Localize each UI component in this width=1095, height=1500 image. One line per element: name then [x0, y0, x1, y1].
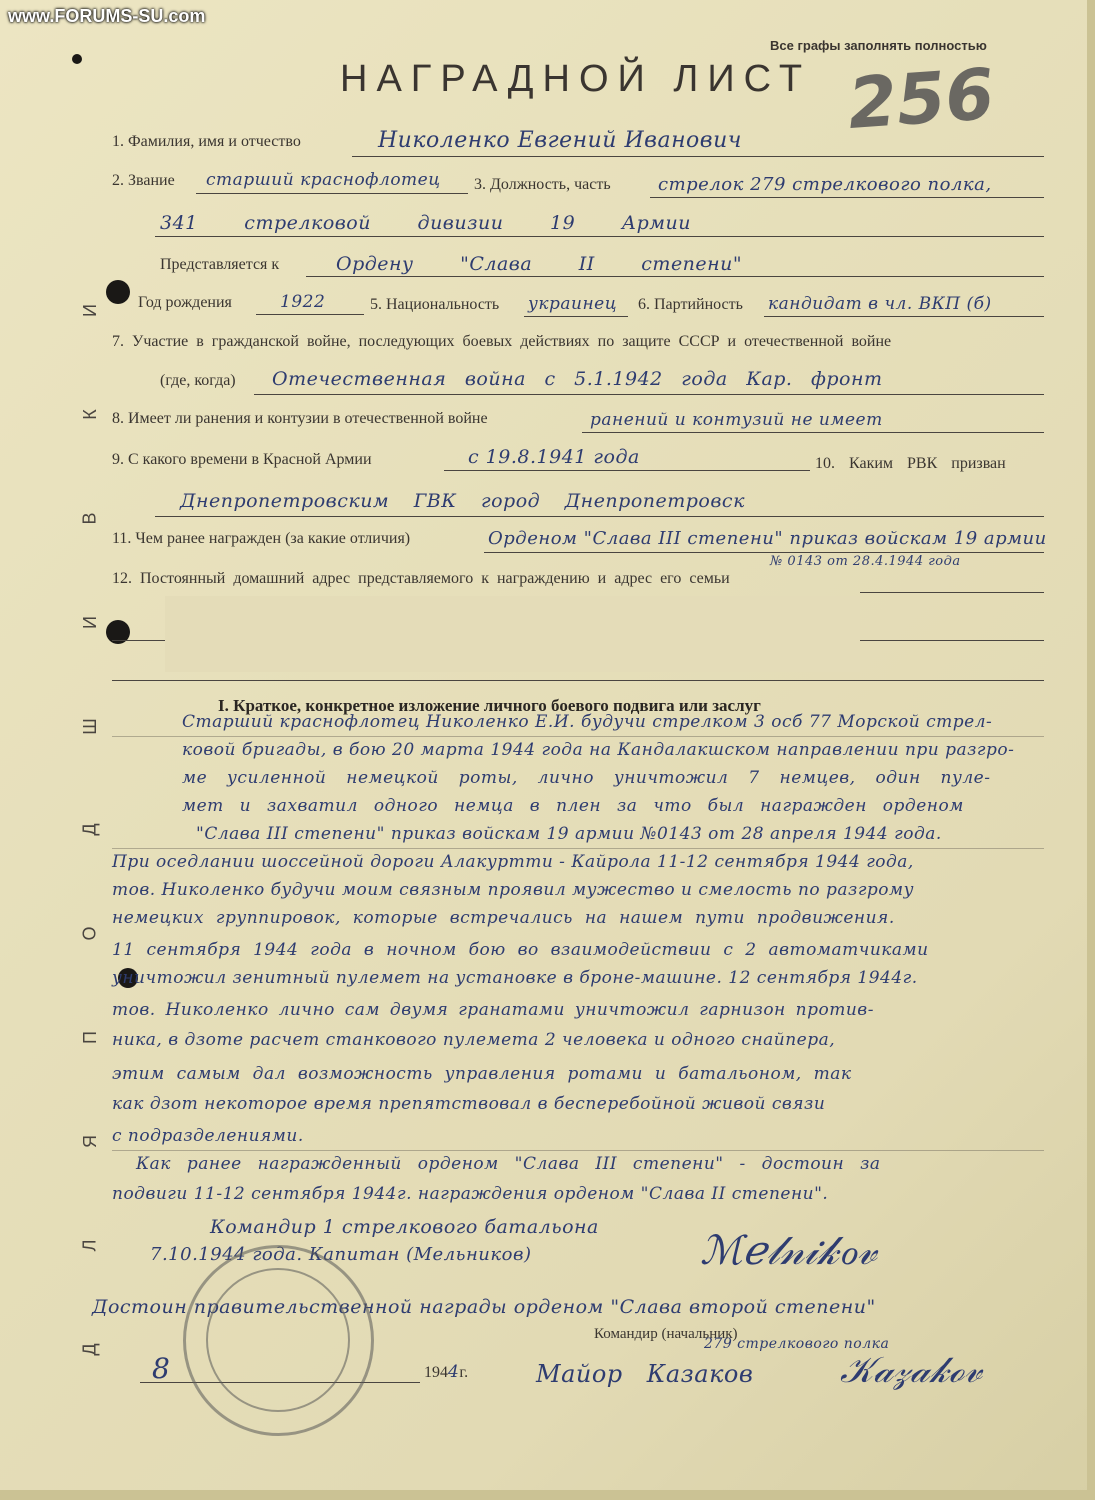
binding-hole	[72, 54, 82, 64]
regiment-commander-signature: 𝒦𝒶𝓏𝒶𝓀ℴ𝓋	[840, 1350, 983, 1391]
narrative-line: подвиги 11-12 сентября 1944г. награждения орденом "Слава II степени".	[112, 1184, 829, 1204]
field-8-line	[582, 432, 1044, 433]
field-11-value: Орденом "Слава III степени" приказ войскам 19 армии	[488, 528, 1047, 549]
birth-year-label: Год рождения	[138, 294, 232, 311]
field-7-line	[254, 394, 1044, 395]
birth-year-line	[256, 314, 364, 315]
narrative-line: уничтожил зенитный пулемет на установке в броне-машине. 12 сентября 1944г.	[112, 968, 918, 988]
field-9-line	[444, 470, 810, 471]
field-3-label: 3. Должность, часть	[474, 176, 611, 193]
major-name: Майор Казаков	[536, 1360, 754, 1388]
field-3-line	[650, 197, 1044, 198]
field-7-sub-label: (где, когда)	[160, 372, 236, 389]
conclusion-text: Достоин правительственной награды орденом "Слава второй степени"	[92, 1296, 876, 1318]
battalion-commander-signature: ℳℯ𝓁𝓃𝒾𝓀ℴ𝓋	[700, 1228, 877, 1274]
year-suffix: г.	[459, 1364, 469, 1381]
narrative-line: тов. Николенко будучи моим связным проявил мужество и смелость по разгрому	[112, 880, 914, 900]
party-line	[764, 316, 1044, 317]
vertical-letter: Д	[79, 823, 100, 837]
ruled-line	[112, 848, 1044, 849]
vertical-letter: В	[79, 512, 100, 525]
field-3-value: стрелок 279 стрелкового полка,	[658, 174, 992, 195]
field-1-label: 1. Фамилия, имя и отчество	[112, 133, 301, 150]
field-2-label: 2. Звание	[112, 172, 175, 189]
field-9-value: с 19.8.1941 года	[468, 446, 640, 468]
field-10-line	[155, 516, 1044, 517]
narrative-line: При оседлании шоссейной дороги Алакуртти - Кайрола 11-12 сентября 1944 года,	[112, 852, 914, 872]
regiment-handwritten: 279 стрелкового полка	[704, 1336, 890, 1352]
narrative-line: Старший краснофлотец Николенко Е.И. будучи стрелком 3 осб 77 Морской стрел-	[182, 712, 993, 732]
field-2-line	[196, 193, 468, 194]
field-12-line-3	[112, 680, 1044, 681]
nationality-label: 5. Национальность	[370, 296, 500, 313]
field-11-line	[484, 552, 1044, 553]
narrative-line: ковой бригады, в бою 20 марта 1944 года на Кандалакшском направлении при разгро-	[182, 740, 1015, 760]
party-label: 6. Партийность	[638, 296, 743, 313]
vertical-letter: Д	[79, 1343, 100, 1356]
nationality-line	[524, 316, 628, 317]
narrative-line: тов. Николенко лично сам двумя гранатами уничтожил гарнизон против-	[112, 1000, 874, 1020]
field-7-value: Отечественная война с 5.1.1942 года Кар. фронт	[272, 368, 883, 390]
vertical-letter: Л	[79, 1239, 100, 1252]
commander-label: Командир (начальник)	[594, 1326, 738, 1342]
narrative-line: немецких группировок, которые встречались на нашем пути продвижения.	[112, 908, 895, 928]
form-note: Все графы заполнять полностью	[770, 38, 987, 53]
presented-label: Представляется к	[160, 256, 280, 273]
date-day: 8	[152, 1352, 171, 1385]
vertical-label	[75, 300, 105, 1360]
narrative-line: как дзот некоторое время препятствовал в бесперебойной живой связи	[112, 1094, 826, 1114]
field-11-value-2: № 0143 от 28.4.1944 года	[770, 554, 961, 569]
field-7-label: 7. Участие в гражданской войне, последующих боевых действиях по защите СССР и отечественной войне	[112, 333, 892, 350]
narrative-line: Как ранее награжденный орденом "Слава III степени" - достоин за	[136, 1154, 881, 1174]
ruled-line	[112, 1150, 1044, 1151]
narrative-line: 11 сентября 1944 года в ночном бою во взаимодействии с 2 автоматчиками	[112, 940, 929, 960]
party-value: кандидат в чл. ВКП (б)	[768, 294, 992, 314]
vertical-letter: Ш	[79, 717, 100, 735]
field-1-value: Николенко Евгений Иванович	[378, 128, 742, 153]
narrative-line: "Слава III степени" приказ войскам 19 армии №0143 от 28 апреля 1944 года.	[196, 824, 942, 844]
vertical-letter: Я	[79, 1135, 100, 1149]
ruled-line	[112, 736, 1044, 737]
vertical-letter: И	[79, 615, 100, 629]
field-10-value: Днепропетровским ГВК город Днепропетровск	[180, 490, 745, 512]
year-printed: 194	[424, 1364, 448, 1381]
field-3-line-2	[155, 236, 1044, 237]
section-title: I. Краткое, конкретное изложение личного боевого подвига или заслуг	[218, 696, 761, 715]
field-12-label: 12. Постоянный домашний адрес представляемого к награждению и адрес его семьи	[112, 570, 730, 587]
binding-hole	[106, 280, 130, 304]
page-title: НАГРАДНОЙ ЛИСТ	[340, 58, 812, 100]
site-watermark: www.FORUMS-SU.com	[8, 6, 206, 26]
redacted-address	[165, 596, 860, 672]
vertical-letter: О	[79, 926, 100, 941]
field-11-label: 11. Чем ранее награжден (за какие отличия)	[112, 530, 411, 547]
nationality-value: украинец	[528, 294, 618, 314]
commander-title: Командир 1 стрелкового батальона	[210, 1216, 599, 1238]
year-handwritten: 4	[448, 1362, 460, 1382]
field-12-line	[860, 592, 1044, 593]
field-1-line	[352, 156, 1044, 157]
birth-year-value: 1922	[280, 292, 326, 312]
field-9-label: 9. С какого времени в Красной Армии	[112, 451, 372, 468]
narrative-line: с подразделениями.	[112, 1126, 304, 1146]
vertical-letter: П	[79, 1031, 100, 1045]
field-2-value: старший краснофлотец	[206, 170, 441, 190]
narrative-line: ника, в дзоте расчет станкового пулемета 2 человека и одного снайпера,	[112, 1030, 836, 1050]
field-10-label: 10. Каким РВК призван	[815, 455, 1006, 472]
field-8-value: ранений и контузий не имеет	[590, 410, 883, 430]
official-seal	[183, 1245, 374, 1436]
presented-value: Ордену "Слава II степени"	[336, 253, 743, 275]
narrative-line: мет и захватил одного немца в плен за что был награжден орденом	[182, 796, 964, 816]
field-3-value-2: 341 стрелковой дивизии 19 Армии	[160, 212, 691, 234]
vertical-letter: И	[79, 304, 100, 317]
presented-line	[306, 276, 1044, 277]
document-number: 256	[845, 53, 997, 145]
vertical-letter: К	[79, 409, 100, 420]
narrative-line: этим самым дал возможность управления ротами и батальоном, так	[112, 1064, 852, 1084]
date-rank: 7.10.1944 года. Капитан (Мельников)	[150, 1244, 532, 1265]
narrative-line: ме усиленной немецкой роты, лично уничтожил 7 немцев, один пуле-	[182, 768, 991, 788]
field-8-label: 8. Имеет ли ранения и контузии в отечественной войне	[112, 410, 488, 427]
